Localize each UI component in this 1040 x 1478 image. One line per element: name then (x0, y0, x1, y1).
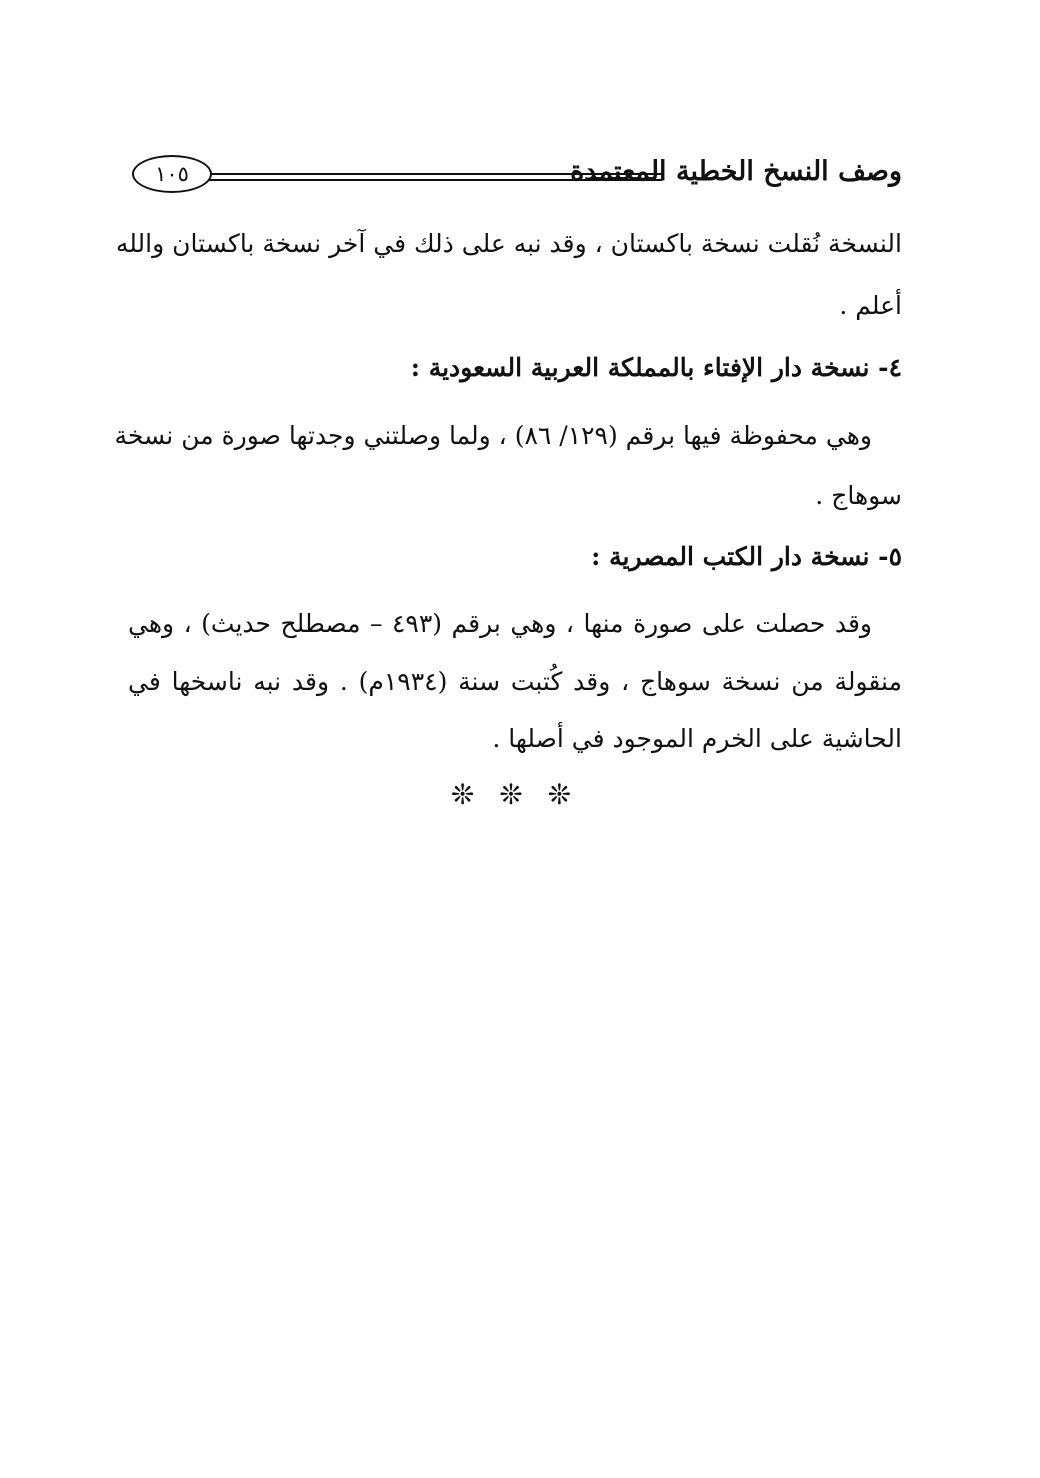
body-line: منقولة من نسخة سوهاج ، وقد كُتبت سنة (١٩٣٤م) . وقد نبه ناسخها في (128, 667, 902, 696)
body-line: أعلم . (839, 291, 902, 320)
running-title: وصف النسخ الخطية المعتمدة (570, 156, 902, 187)
section-end-ornament: ❊ ❊ ❊ (450, 778, 580, 811)
body-line: النسخة نُقلت نسخة باكستان ، وقد نبه على ذلك في آخر نسخة باكستان والله (115, 229, 902, 258)
page-number-frame (132, 155, 212, 193)
header-double-rule (202, 173, 662, 181)
body-line: الحاشية على الخرم الموجود في أصلها . (492, 724, 902, 753)
body-line: وهي محفوظة فيها برقم (١٢٩/ ٨٦) ، ولما وصلتني وجدتها صورة من نسخة (114, 421, 872, 450)
section-heading-5: ٥- نسخة دار الكتب المصرية : (591, 542, 902, 571)
page-header (128, 148, 902, 204)
body-line: وقد حصلت على صورة منها ، وهي برقم (٤٩٣ – مصطلح حديث) ، وهي (128, 609, 872, 638)
page-number: ١٠٥ (155, 162, 189, 186)
body-line: سوهاج . (815, 481, 902, 510)
section-heading-4: ٤- نسخة دار الإفتاء بالمملكة العربية السعودية : (410, 353, 902, 382)
